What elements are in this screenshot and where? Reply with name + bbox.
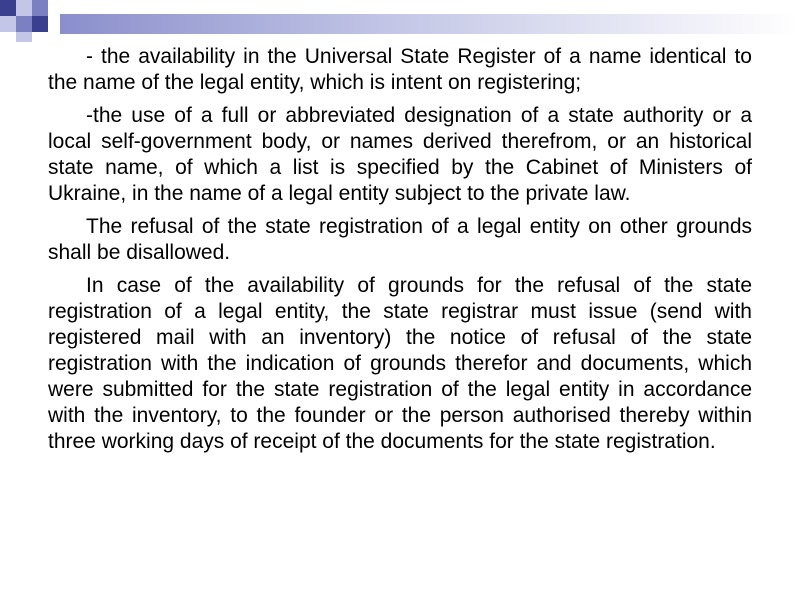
- paragraph-refusal-disallowed: The refusal of the state registration of a legal entity on other grounds shall be disallowed.: [48, 215, 752, 264]
- paragraph-refusal-procedure: In case of the availability of grounds for the refusal of the state registration of a legal entity, the state registrar must issue (send with registered mail with an inventory) the notice of refusal of the state registration with the indication of grounds therefor and documents, which were submitted for the state registration of the legal entity in accordance with the inventory, to the founder or the person authorised thereby within three working days of receipt of the documents for the state registration.: [48, 274, 752, 453]
- corner-squares-icon: [0, 0, 48, 42]
- slide-body: [48, 44, 752, 462]
- paragraph-register-name: - the availability in the Universal State Register of a name identical to the name of the legal entity, which is intent on registering;: [48, 45, 752, 94]
- paragraph-state-designation: -the use of a full or abbreviated designation of a state authority or a local self-government body, or names derived therefrom, or an historical state name, of which a list is specified by the Cabinet of Ministers of Ukraine, in the name of a legal entity subject to the private law.: [48, 104, 752, 205]
- header-gradient-band: [60, 14, 800, 34]
